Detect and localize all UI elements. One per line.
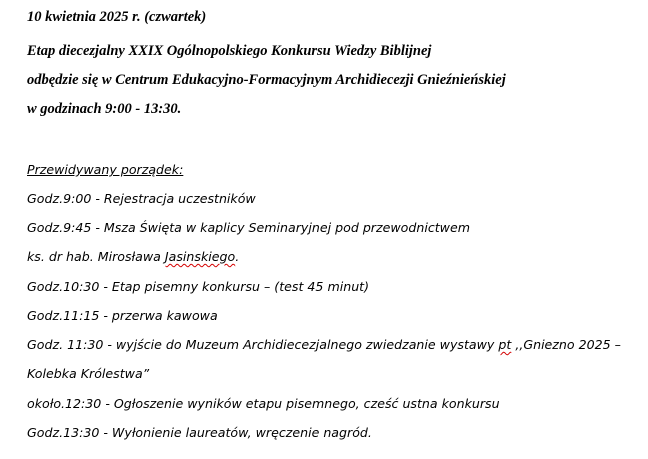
schedule-item-registration: Godz.9:00 - Rejestracja uczestników [27,191,256,206]
celebrant-name: Jasinskiego [164,249,236,264]
intro-line-3: w godzinach 9:00 - 13:30. [27,101,182,117]
schedule-item-awards: Godz.13:30 - Wyłonienie laureatów, wręczenie nagród. [27,425,372,440]
intro-line-1: Etap diecezjalny XXIX Ogólnopolskiego Konkursu Wiedzy Biblijnej [27,43,432,59]
museum-pt-abbrev: pt [498,337,512,352]
schedule-item-mass-celebrant [27,249,239,264]
schedule-item-museum-continued: Kolebka Królestwa” [27,366,150,381]
celebrant-suffix: . [235,249,240,264]
celebrant-prefix: ks. dr hab. Mirosława [27,249,165,264]
schedule-item-museum [27,337,621,352]
schedule-item-mass: Godz.9:45 - Msza Święta w kaplicy Seminaryjnej pod przewodnictwem [27,220,471,235]
intro-line-2: odbędzie się w Centrum Edukacyjno-Formacyjnym Archidiecezji Gnieźnieńskiej [27,72,506,88]
museum-text: Godz. 11:30 - wyjście do Muzeum Archidiecezjalnego zwiedzanie wystawy [27,337,499,352]
schedule-item-results: około.12:30 - Ogłoszenie wyników etapu pisemnego, cześć ustna konkursu [27,396,500,411]
schedule-heading: Przewidywany porządek: [27,162,184,177]
schedule-item-written-exam: Godz.10:30 - Etap pisemny konkursu – (test 45 minut) [27,279,370,294]
museum-exhibition: ,,Gniezno 2025 – [511,337,621,352]
schedule-item-coffee-break: Godz.11:15 - przerwa kawowa [27,308,218,323]
date-heading: 10 kwietnia 2025 r. (czwartek) [27,9,207,25]
